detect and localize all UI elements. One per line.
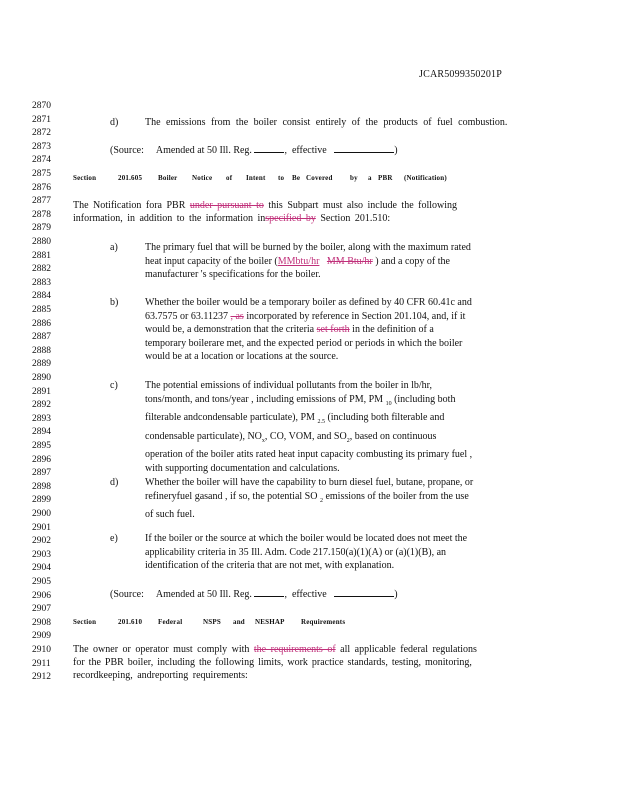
source-close: ) — [394, 145, 398, 156]
item-label: c) — [110, 380, 118, 391]
paragraph-line-2: for the PBR boiler, including the following limits, work practice standards, testing, monitoring, — [73, 657, 472, 668]
line-number: 2877 — [32, 196, 51, 207]
blank-line — [254, 143, 284, 153]
deleted-text: , as — [230, 310, 244, 322]
line-number: 2902 — [32, 536, 51, 547]
line-number: 2905 — [32, 577, 51, 587]
heading-word: 201.610 — [118, 618, 143, 626]
source-effective: effective — [291, 589, 327, 600]
heading-word: Covered — [306, 174, 333, 182]
item-b-text: Whether the boiler would be a temporary boiler as defined by 40 CFR 60.41c and 63.7575 or 63.11237 , as incorporated by reference in Section 201.104, and, if it would be, a demonstration that the criteria set forth in the definition of a temporary boilerare met, and the expected period or periods in which the boiler would be at a location or locations at the source. — [145, 297, 472, 363]
source-amended: Amended at 50 Ill. Reg. — [155, 145, 252, 156]
heading-word: to — [278, 174, 285, 182]
source-prefix: (Source: — [110, 145, 144, 156]
line-number: 2900 — [32, 509, 51, 519]
line-number: 2899 — [32, 495, 51, 506]
section-heading-605 — [73, 172, 447, 185]
line-number: 2883 — [32, 277, 51, 288]
line-number: 2909 — [32, 631, 51, 642]
intro-line-1: The Notification fora PBR under pursuant to this Subpart must also include the following — [73, 200, 458, 211]
line-number: 2874 — [32, 155, 51, 166]
line-number: 2912 — [32, 672, 51, 683]
item-label: a) — [110, 242, 118, 253]
line-number: 2901 — [32, 522, 51, 533]
line-number: 2897 — [32, 468, 51, 479]
line-number: 2873 — [32, 141, 51, 152]
line-number: 2892 — [32, 400, 51, 411]
line-number: 2871 — [32, 114, 51, 125]
heading-word: PBR — [378, 174, 393, 182]
line-number: 2889 — [32, 359, 51, 370]
line-number: 2906 — [32, 590, 51, 601]
item-label: d) — [110, 477, 119, 488]
line-number: 2881 — [32, 250, 51, 261]
section-heading-610 — [73, 616, 345, 629]
line-number: 2894 — [32, 427, 51, 438]
deleted-text: specified by — [265, 213, 316, 224]
line-number: 2896 — [32, 454, 51, 465]
heading-word: Requirements — [301, 618, 346, 626]
source-note: (Source: Amended at 50 Ill. Reg. , effective ) — [110, 589, 398, 600]
source-amended: Amended at 50 Ill. Reg. — [155, 589, 252, 600]
line-number: 2893 — [32, 413, 51, 424]
deleted-text: the requirements of — [253, 644, 336, 655]
heading-word: and — [233, 618, 245, 626]
source-effective: effective — [291, 145, 327, 156]
line-number: 2882 — [32, 264, 51, 275]
line-number: 2904 — [32, 563, 51, 574]
line-number: 2895 — [32, 441, 51, 451]
source-close: ) — [394, 589, 398, 600]
heading-word: a — [368, 174, 372, 182]
inserted-text: MMbtu/hr — [277, 255, 320, 267]
deleted-text: under pursuant to — [189, 200, 264, 211]
source-note: (Source: Amended at 50 Ill. Reg. , effective ) — [110, 145, 398, 156]
line-number: 2879 — [32, 223, 51, 234]
heading-word: by — [350, 174, 358, 182]
line-number: 2878 — [32, 209, 51, 220]
line-number: 2880 — [32, 237, 51, 247]
line-number: 2903 — [32, 549, 51, 560]
item-e-text: If the boiler or the source at which the boiler would be located does not meet the applicability criteria in 35 Ill. Adm. Code 217.150(a)(1)(A) or (a)(1)(B), an identification of the criteria that are not met, with explanation. — [145, 533, 468, 572]
line-number: 2891 — [32, 386, 51, 397]
heading-word: Federal — [158, 618, 183, 626]
source-prefix: (Source: — [110, 589, 144, 600]
heading-word: Intent — [246, 174, 266, 182]
heading-word: NESHAP — [255, 618, 285, 626]
heading-word: 201.605 — [118, 174, 143, 182]
intro-line-2: information, in addition to the information inspecified by Section 201.510: — [73, 213, 391, 224]
line-number: 2907 — [32, 604, 51, 615]
line-number: 2872 — [32, 128, 51, 139]
line-number: 2888 — [32, 345, 51, 356]
item-a-text: The primary fuel that will be burned by the boiler, along with the maximum rated heat input capacity of the boiler (MMbtu/hr MM Btu/hr ) and a copy of the manufacturer 's specifications for the boiler. — [145, 242, 471, 281]
heading-word: Section — [73, 174, 97, 182]
line-number: 2886 — [32, 318, 51, 329]
item-label: e) — [110, 533, 118, 544]
line-number: 2876 — [32, 182, 51, 193]
deleted-text: MM Btu/hr — [326, 255, 373, 267]
item-text: The emissions from the boiler consist entirely of the products of fuel combustion. — [145, 117, 508, 128]
heading-word: Be — [292, 174, 301, 182]
line-number: 2885 — [32, 305, 51, 315]
line-number: 2911 — [32, 658, 51, 669]
blank-line — [334, 143, 394, 153]
line-number: 2910 — [32, 645, 51, 655]
heading-word: Boiler — [158, 174, 178, 182]
item-label: b) — [110, 297, 119, 308]
line-number: 2870 — [32, 101, 51, 111]
item-label: d) — [110, 117, 119, 128]
item-c-text: The potential emissions of individual pollutants from the boiler in lb/hr, tons/month, and tons/year , including emissions of PM, PM $_{10}$ (including both filterable andcondensable particulate), PM $_{2.5}$ (including both filterable and condensable particulate), $NO_x$, CO, VOM, and $SO_2$, based on continuous operation of the boiler atits rated heat input capacity combusting its primary fuel , with supporting documentation and calculations. — [145, 380, 473, 474]
heading-word: NSPS — [203, 618, 221, 626]
heading-word: (Notification) — [404, 174, 447, 182]
line-number: 2887 — [32, 332, 51, 343]
line-number: 2908 — [32, 617, 51, 628]
heading-word: of — [226, 174, 233, 182]
paragraph-line-3: recordkeeping, andreporting requirements: — [73, 670, 248, 681]
item-d-text: Whether the boiler will have the capability to burn diesel fuel, butane, propane, or refineryfuel gasand , if so, the potential SO $_2$ emissions of the boiler from the use of such fuel. — [145, 477, 474, 521]
heading-word: Notice — [192, 174, 213, 182]
blank-line — [254, 587, 284, 597]
line-number: 2890 — [32, 373, 51, 383]
line-number: 2884 — [32, 291, 51, 302]
document-id: JCAR5099350201P — [418, 69, 502, 80]
blank-line — [334, 587, 394, 597]
heading-word: Section — [73, 618, 97, 626]
line-number: 2898 — [32, 481, 51, 492]
paragraph-line-1: The owner or operator must comply with the requirements of all applicable federal regulations — [73, 644, 477, 655]
deleted-text: set forth — [316, 324, 350, 336]
line-number: 2875 — [32, 169, 51, 179]
